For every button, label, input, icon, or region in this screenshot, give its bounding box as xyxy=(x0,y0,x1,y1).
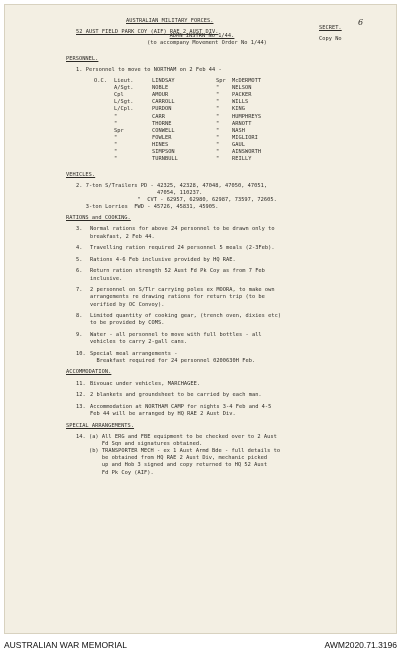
numbered-item xyxy=(66,392,388,399)
roster-rank: " xyxy=(114,113,118,120)
roster-name-right: PACKER xyxy=(232,92,252,99)
header-line xyxy=(66,11,388,32)
vehicle-line: 2. 7-ton S/Trailers PD - 42325, 42328, 47048, 47050, 47051, xyxy=(76,182,268,189)
roster-name: SIMPSON xyxy=(152,149,175,156)
section-heading-accommodation: ACCOMMODATION. xyxy=(66,369,112,376)
special-line: Fd Pk Coy (AIF). xyxy=(76,469,154,476)
item-line xyxy=(66,358,388,365)
roster-rank-right: Spr xyxy=(216,77,226,84)
roster-rank: L/Sgt. xyxy=(114,99,134,106)
roster-rank-right: " xyxy=(216,127,220,134)
roster-row xyxy=(66,114,388,121)
vehicle-line: " CVT - 62957, 62980, 62987, 73597, 72605. xyxy=(76,196,277,203)
roster-name-right: REILLY xyxy=(232,156,252,163)
roster-rank-right: " xyxy=(216,106,220,113)
item-text: Feb 44 will be arranged by HQ RAE 2 Aust Div. xyxy=(90,411,236,418)
document-text xyxy=(66,11,388,477)
roster-name-right: NASH xyxy=(232,127,245,134)
roster-row xyxy=(66,92,388,99)
roster-name-right: ARNOTT xyxy=(232,120,252,127)
item-text: Limited quantity of cooking gear, (trench oven, dixies etc) xyxy=(90,313,282,320)
roster-rank: A/Sgt. xyxy=(114,84,134,91)
item-line xyxy=(66,313,388,320)
accommodation-list xyxy=(66,381,388,419)
special-arrangements-list xyxy=(66,434,388,477)
roster-rank-right: " xyxy=(216,120,220,127)
archive-footer xyxy=(0,636,403,653)
roster-name-right: AINSWORTH xyxy=(232,149,262,156)
roster-rank-right: " xyxy=(216,113,220,120)
item-line xyxy=(66,294,388,301)
item-text: 2 personnel on S/Tlr carrying poles ex MOORA, to make own xyxy=(90,287,275,294)
numbered-item xyxy=(66,257,388,264)
special-line: up and Hob 3 signed and copy returned to HQ 52 Aust xyxy=(76,462,268,469)
roster-name-right: NELSON xyxy=(232,84,252,91)
roster-name: CARR xyxy=(152,113,165,120)
special-line: be obtained from HQ RAE 2 Aust Div, mechanic picked xyxy=(76,455,268,462)
section-heading-vehicles: VEHICLES. xyxy=(66,171,96,178)
item-line xyxy=(66,351,388,358)
item-line xyxy=(66,257,388,264)
numbered-item xyxy=(66,332,388,346)
numbered-item xyxy=(66,268,388,282)
roster-name: CONWELL xyxy=(152,127,175,134)
roster-row xyxy=(66,142,388,149)
item-number: 5. xyxy=(76,256,83,263)
roster-name-right: MIGLIORI xyxy=(232,134,258,141)
item-line xyxy=(66,268,388,275)
copy-label: Copy No xyxy=(319,36,342,43)
roster-rank: " xyxy=(114,149,118,156)
numbered-item xyxy=(66,351,388,365)
roster-rank-right: " xyxy=(216,156,220,163)
roster-row xyxy=(66,85,388,92)
item-text: Return ration strength 52 Aust Fd Pk Coy as from 7 Feb xyxy=(90,268,265,275)
roster-row xyxy=(66,106,388,113)
item-text: vehicles to carry 2-gall cans. xyxy=(90,339,188,346)
item-line xyxy=(66,287,388,294)
item-line xyxy=(66,339,388,346)
item-text: Accommodation at NORTHAM CAMP for nights 3-4 Feb and 4-5 xyxy=(90,403,272,410)
roster-name: LINDSAY xyxy=(152,77,175,84)
roster-appointment: O.C. xyxy=(94,77,107,84)
personnel-roster xyxy=(66,78,388,164)
item-line xyxy=(66,245,388,252)
roster-rank: L/Cpl. xyxy=(114,106,134,113)
roster-rank: " xyxy=(114,120,118,127)
special-line: Fd Sqn and signatures obtained. xyxy=(76,440,203,447)
classification: SECRET. xyxy=(319,25,342,32)
roster-rank: Spr xyxy=(114,127,124,134)
roster-name-right: McDERMOTT xyxy=(232,77,262,84)
item-line xyxy=(66,320,388,327)
roster-name: CARROLL xyxy=(152,99,175,106)
numbered-item xyxy=(66,313,388,327)
section-heading-personnel: PERSONNEL. xyxy=(66,55,99,62)
numbered-item xyxy=(66,381,388,388)
roster-name-right: GAUL xyxy=(232,142,245,149)
roster-name: PURDON xyxy=(152,106,172,113)
item-text: 2 blankets and groundsheet to be carried by each man. xyxy=(90,392,262,399)
personnel-intro: 1. Personnel to move to NORTHAM on 2 Feb 44 - xyxy=(76,66,222,73)
archive-source: AUSTRALIAN WAR MEMORIAL xyxy=(4,640,127,650)
item-line xyxy=(66,276,388,283)
item-line xyxy=(66,302,388,309)
roster-row xyxy=(66,78,388,85)
vehicle-line: 47054, 110237. xyxy=(76,189,203,196)
numbered-item xyxy=(66,287,388,308)
rations-list xyxy=(66,226,388,365)
roster-rank-right: " xyxy=(216,99,220,106)
item-line xyxy=(66,392,388,399)
item-number: 8. xyxy=(76,313,83,320)
item-line xyxy=(66,404,388,411)
roster-rank-right: " xyxy=(216,142,220,149)
numbered-item xyxy=(66,226,388,240)
special-line: 14. (a) All ERG and FBE equipment to be checked over to 2 Aust xyxy=(76,433,277,440)
item-text: Normal rations for above 24 personnel to be drawn only to xyxy=(90,226,275,233)
item-text: Bivouac under vehicles, MARCHAGEE. xyxy=(90,380,201,387)
roster-name: THORNE xyxy=(152,120,172,127)
roster-rank-right: " xyxy=(216,84,220,91)
item-line xyxy=(66,234,388,241)
roster-name: AMOUR xyxy=(152,92,169,99)
org-title: AUSTRALIAN MILITARY FORCES. xyxy=(126,18,214,25)
roster-name: HINES xyxy=(152,142,169,149)
item-number: 9. xyxy=(76,331,83,338)
item-text: arrangements re drawing rations for return trip (to be xyxy=(90,294,265,301)
section-heading-rations: RATIONS and COOKING. xyxy=(66,215,131,222)
item-number: 10. xyxy=(76,350,86,357)
roster-rank: Lieut. xyxy=(114,77,134,84)
roster-rank-right: " xyxy=(216,92,220,99)
item-number: 6. xyxy=(76,268,83,275)
item-number: 11. xyxy=(76,380,86,387)
roster-name: FOWLER xyxy=(152,134,172,141)
roster-name-right: WILLS xyxy=(232,99,249,106)
roster-name-right: HUMPHREYS xyxy=(232,113,262,120)
roster-name: TURNBULL xyxy=(152,156,178,163)
unit-name: 52 AUST FIELD PARK COY (AIF) RAE 2 AUST DIV. xyxy=(76,29,219,36)
roster-row xyxy=(66,135,388,142)
item-text: Special meal arrangements - xyxy=(90,350,178,357)
item-text: inclusive. xyxy=(90,275,123,282)
instruction-subtitle: (to accompany Movement Order No 1/44) xyxy=(147,40,267,47)
roster-name: NOBLE xyxy=(152,84,169,91)
item-text: Travelling ration required 24 personnel 5 meals (2-3Feb). xyxy=(90,245,275,252)
item-line xyxy=(66,332,388,339)
roster-row xyxy=(66,121,388,128)
instruction-title: ADMN INSTRN No 1/44. xyxy=(169,33,235,40)
archive-reference: AWM2020.71.3196 xyxy=(324,640,397,650)
special-line: (b) TRANSPORTER MECH - ex 1 Aust Armd Bde - full details to xyxy=(76,448,281,455)
item-number: 7. xyxy=(76,287,83,294)
roster-row xyxy=(66,156,388,163)
item-text: breakfast, 2 Feb 44. xyxy=(90,233,155,240)
item-line xyxy=(66,411,388,418)
item-text: Rations 4-6 Feb inclusive provided by HQ RAE. xyxy=(90,256,236,263)
vehicles-list xyxy=(66,183,388,212)
roster-row xyxy=(66,99,388,106)
roster-rank: Cpl xyxy=(114,92,124,99)
roster-row xyxy=(66,149,388,156)
item-number: 13. xyxy=(76,403,86,410)
roster-rank: " xyxy=(114,134,118,141)
item-text: verified by OC Convoy). xyxy=(90,301,165,308)
item-line xyxy=(66,381,388,388)
roster-rank-right: " xyxy=(216,134,220,141)
item-number: 3. xyxy=(76,226,83,233)
item-number: 12. xyxy=(76,392,86,399)
item-line xyxy=(66,226,388,233)
copy-number: 6 xyxy=(358,18,364,28)
item-text: to be provided by COMS. xyxy=(90,320,165,327)
section-heading-special: SPECIAL ARRANGEMENTS. xyxy=(66,422,135,429)
roster-rank-right: " xyxy=(216,149,220,156)
roster-rank: " xyxy=(114,156,118,163)
roster-rank: " xyxy=(114,142,118,149)
item-number: 4. xyxy=(76,245,83,252)
document-page xyxy=(4,4,397,634)
numbered-item xyxy=(66,245,388,252)
roster-row xyxy=(66,128,388,135)
numbered-item xyxy=(66,404,388,418)
vehicle-line: 3-ton Lorries FWD - 45726, 45831, 45905. xyxy=(76,204,219,211)
roster-name-right: KING xyxy=(232,106,245,113)
item-text: Breakfast required for 24 personnel 0200630H Feb. xyxy=(90,357,256,364)
item-text: Water - all personnel to move with full bottles - all xyxy=(90,331,262,338)
